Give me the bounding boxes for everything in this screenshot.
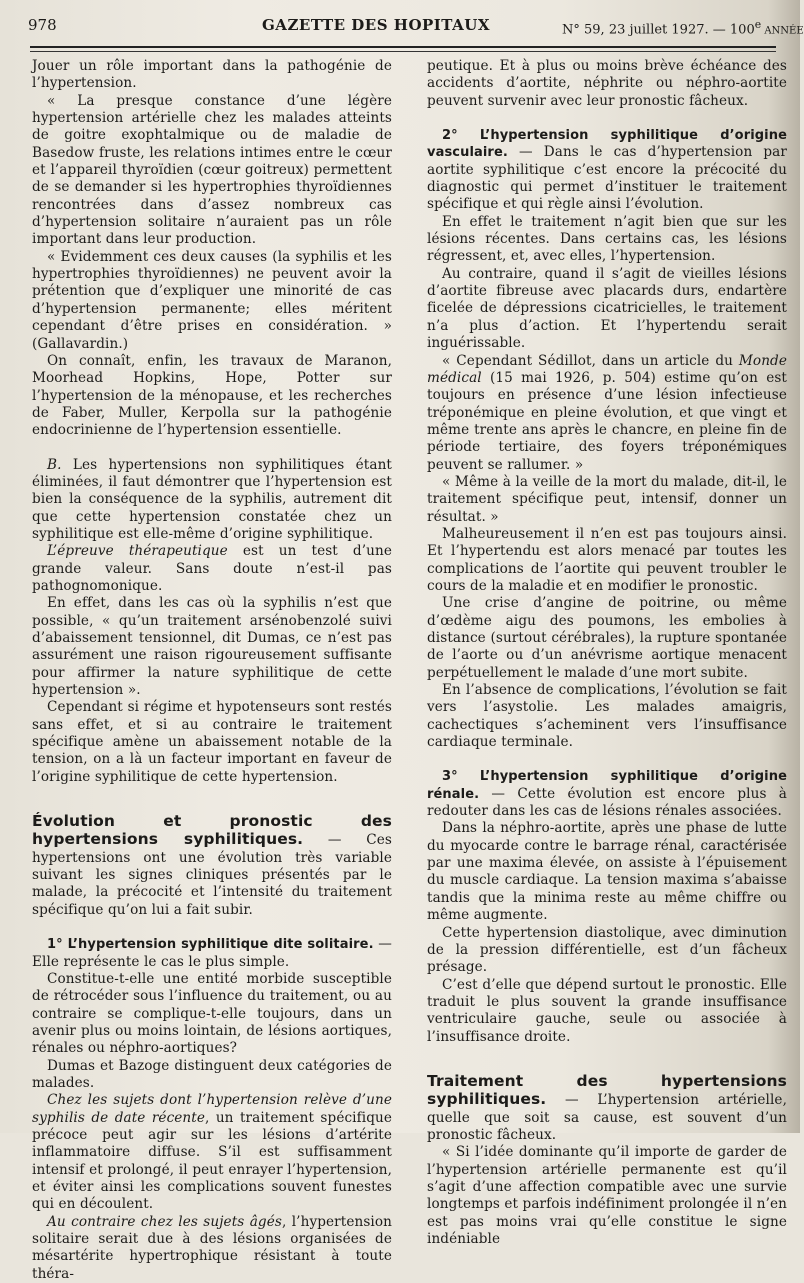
paragraph: Une crise d’angine de poitrine, ou même d’œdème aigu des poumons, les embolies à distance (surtout cérébrales), la rupture spontanée de l’aorte ou d’un anévrisme aortique menacent perpétuellement le malade d’une mort subite.: [427, 595, 787, 681]
paragraph-text: Les hypertensions non syphilitiques étant éliminées, il faut démontrer que l’hypertension est bien la conséquence de la syphilis, autrement dit que cette hypertension constatée chez un syphilitique est elle-même d’origine syphilitique.: [32, 456, 392, 542]
emphasis: Chez les sujets dont l’hypertension relève d’une syphilis de date récente: [32, 1092, 392, 1126]
paragraph-text: , l’hypertension solitaire serait due à des lésions organisées de mésartérite hypertrophique résistant à toute théra-: [32, 1213, 393, 1282]
subsection-heading: 3° L’hypertension syphilitique d’origine rénale.: [427, 769, 787, 802]
section-letter: B.: [47, 456, 62, 473]
page-number: 978: [28, 16, 57, 34]
paragraph: Au contraire, quand il s’agit de vieilles lésions d’aortite fibreuse avec placards durs, endartère ficelée de dépressions cicatricielles, le traitement n’a plus d’action. Et l’hypertendu serait inguérissable.: [427, 265, 787, 352]
subsection: [427, 768, 787, 820]
paragraph-text: « Cependant Sédillot, dans un article du: [442, 352, 739, 369]
issue-ordinal: e: [754, 18, 762, 31]
paragraph: « Evidemment ces deux causes (la syphilis et les hypertrophies thyroïdiennes) ne peuvent avoir la prétention que d’expliquer une minorité de cas d’hypertension permanente; elles méritent cependant d’être prises en considération. » (Gallavardin.): [32, 248, 392, 352]
paragraph: [32, 1092, 392, 1213]
left-column: [32, 58, 392, 1283]
right-column: [427, 58, 787, 1248]
paragraph: C’est d’elle que dépend surtout le pronostic. Elle traduit le plus souvent la grande insuffisance ventriculaire gauche, seule ou associée à l’insuffisance droite.: [427, 976, 787, 1045]
emphasis: L’épreuve thérapeutique: [47, 543, 228, 560]
page-header: [26, 14, 804, 40]
section: [427, 1073, 787, 1144]
subsection: [427, 127, 787, 214]
paragraph: En l’absence de complications, l’évolution se fait vers l’asystolie. Les malades amaigris, cachectiques s’acheminent vers l’insuffisance cardiaque terminale.: [427, 682, 787, 751]
paragraph-text: — Dans le cas d’hypertension par aortite syphilitique c’est encore la précocité du diagnostic qui permet d’instituer le traitement spécifique et qui règle ainsi l’évolution.: [427, 144, 787, 213]
journal-title: GAZETTE DES HOPITAUX: [262, 16, 491, 34]
paragraph: [32, 543, 392, 595]
issue-info: [562, 18, 804, 37]
subsection-heading: 1° L’hypertension syphilitique dite solitaire.: [47, 937, 374, 953]
paragraph: « Si l’idée dominante qu’il importe de garder de l’hypertension artérielle permanente est qu’il s’agit d’une affection compatible avec une survie longtemps et parfois indéfiniment prolongée il n’en est pas moins vrai qu’elle constitue le signe indéniable: [427, 1144, 787, 1247]
journal-citation: Monde médical: [427, 352, 787, 386]
paragraph: En effet, dans les cas où la syphilis n’est que possible, « qu’un traitement arsénobenzolé suivi d’abaissement tensionnel, dit Dumas, ce n’est pas assurément une raison rigoureusement suffisante pour affirmer la nature syphilitique de cette hypertension ».: [32, 595, 392, 699]
issue-text: N° 59, 23 juillet 1927. — 100: [562, 22, 755, 38]
paragraph-text: — Cette évolution est encore plus à redouter dans les cas de lésions rénales associées.: [427, 785, 787, 820]
paragraph: « La presque constance d’une légère hypertension artérielle chez les malades atteints de goitre exophtalmique ou de maladie de Basedow fruste, les relations intimes entre le cœur et l’appareil thyroïdien (cœur goitreux) permettent de se demander si les hypertrophies thyroïdiennes rencontrées dans d’assez nombreux cas d’hypertension solitaire n’auraient pas un rôle important dans leur production.: [32, 92, 392, 248]
paragraph: Jouer un rôle important dans la pathogénie de l’hypertension.: [32, 58, 392, 92]
paragraph: « Même à la veille de la mort du malade, dit-il, le traitement spécifique peut, intensif, donner un résultat. »: [427, 473, 787, 525]
section-heading: Évolution et pronostic des hypertensions syphilitiques.: [32, 812, 392, 849]
paragraph: peutique. Et à plus ou moins brève échéance des accidents d’aortite, néphrite ou néphro-aortite peuvent survenir avec leur pronostic fâcheux.: [427, 58, 787, 109]
paragraph-text: , un traitement spécifique précoce peut agir sur les lésions d’artérite inflammatoire diffuse. S’il est suffisamment intensif et prolongé, il peut enrayer l’hypertension, et éviter ainsi les complications souvent funestes qui en découlent.: [32, 1109, 392, 1213]
paragraph: [427, 353, 787, 474]
paragraph: Dumas et Bazoge distinguent deux catégories de malades.: [32, 1057, 392, 1091]
header-rule-thin: [30, 51, 776, 52]
emphasis: Au contraire chez les sujets âgés: [47, 1213, 282, 1230]
paragraph: [32, 1214, 392, 1283]
paragraph: Cependant si régime et hypotenseurs sont restés sans effet, et si au contraire le traitement spécifique amène un abaissement notable de la tension, on a là un facteur important en faveur de l’origine syphilitique de cette hypertension.: [32, 699, 392, 785]
paragraph: Cette hypertension diastolique, avec diminution de la pression différentielle, est d’un fâcheux présage.: [427, 924, 787, 976]
section: [32, 813, 392, 919]
paragraph: Dans la néphro-aortite, après une phase de lutte du myocarde contre le barrage rénal, caractérisée par une maxima élevée, on assiste à l’épuisement du muscle cardiaque. La tension maxima s’abaisse tandis que la minima reste au même chiffre ou même augmente.: [427, 820, 787, 924]
issue-year-word: ANNÉE: [761, 25, 804, 37]
paragraph-text: (15 mai 1926, p. 504) estime qu’on est toujours en présence d’une lésion infectieuse tréponémique en pleine évolution, et que vingt et même trente ans après le chancre, en pleine fin de période tertiaire, des foyers tréponémiques peuvent se rallumer. »: [427, 369, 787, 473]
paragraph-text: est un test d’une grande valeur. Sans doute n’est-il pas pathognomonique.: [32, 543, 393, 594]
paragraph: En effet le traitement n’agit bien que sur les lésions récentes. Dans certains cas, les lésions régressent, et, avec elles, l’hypertension.: [427, 213, 787, 265]
paragraph-text: — Elle représente le cas le plus simple.: [32, 936, 392, 970]
paragraph: On connaît, enfin, les travaux de Maranon, Moorhead Hopkins, Hope, Potter sur l’hypertension de la ménopause, et les recherches de Faber, Muller, Kerpolla sur la pathogénie endocrinienne de l’hypertension essentielle.: [32, 352, 392, 439]
paragraph: Malheureusement il n’en est pas toujours ainsi. Et l’hypertendu est alors menacé par toutes les complications de l’aortite qui peuvent troubler le cours de la maladie et en modifier le pronostic.: [427, 525, 787, 594]
header-rule-thick: [30, 46, 776, 48]
subsection: [32, 936, 392, 971]
paragraph: [32, 457, 392, 544]
paragraph-text: — Ces hypertensions ont une évolution très variable suivant les signes cliniques présentés par le malade, la précocité et l’intensité du traitement spécifique qu’on lui a fait subir.: [32, 832, 392, 918]
paragraph-text: — L’hypertension artérielle, quelle que soit sa cause, est souvent d’un pronostic fâcheux.: [427, 1092, 787, 1143]
subsection-heading: 2° L’hypertension syphilitique d’origine vasculaire.: [427, 128, 787, 161]
paragraph: Constitue-t-elle une entité morbide susceptible de rétrocéder sous l’influence du traitement, ou au contraire se complique-t-elle toujours, dans un avenir plus ou moins lointain, de lésions aortiques, rénales ou néphro-aortiques?: [32, 970, 392, 1057]
section-heading: Traitement des hypertensions syphilitiques.: [427, 1071, 787, 1109]
